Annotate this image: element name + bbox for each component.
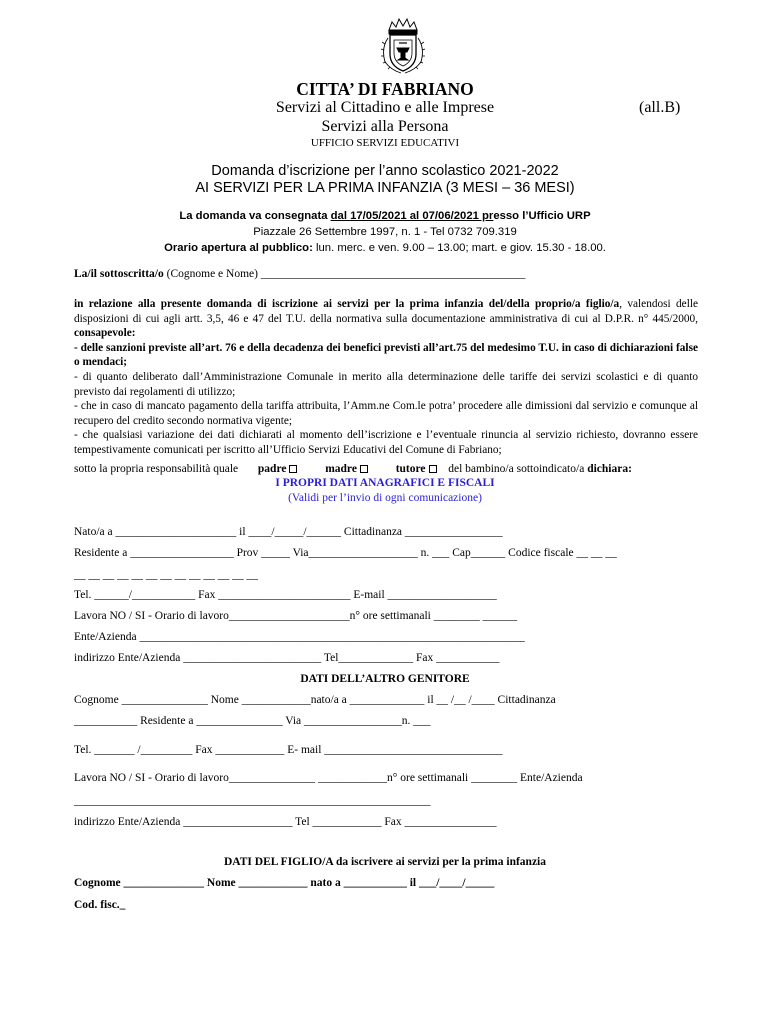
document-title-line2: AI SERVIZI PER LA PRIMA INFANZIA (3 MESI – 36 MESI) [195,180,575,196]
role-tutore-label: tutore [395,463,426,475]
other-parent-work-field[interactable]: Lavora NO / SI - Orario di lavoro_______________ ____________n° ore settimanali ________ Ente/Azienda [74,772,583,784]
other-parent-residence-field[interactable]: ___________ Residente a _______________ Via _________________n. ___ [74,715,431,727]
office-title: UFFICIO SERVIZI EDUCATIVI [310,137,460,149]
company-address-field[interactable]: indirizzo Ente/Azienda ________________________ Tel_____________ Fax ___________ [74,652,500,664]
birth-field[interactable]: Nato/a a _____________________ il ____/_____/______ Cittadinanza _________________ [74,526,503,538]
declaration-nonpayment: - che in caso di mancato pagamento della tariffa attribuita, l’Amm.ne Com.le potra’ procedere alle dimissioni dal servizio e comunque al recupero del credito secondo normativa vigente; [74,400,698,427]
other-parent-company-address-field[interactable]: indirizzo Ente/Azienda ___________________ Tel ____________ Fax ________________ [74,816,497,828]
declaration-tariffs: - di quanto deliberato dall’Amministrazione Comunale in merito alla determinazione delle tariffe dei servizi scolastici e di quanto previsto dai regolamenti di utilizzo; [74,370,698,398]
document-title-line1: Domanda d’iscrizione per l’anno scolastico 2021-2022 [211,163,559,179]
department-title: Servizi al Cittadino e alle Imprese [275,99,495,116]
other-parent-company-field[interactable]: ______________________________________________________________ [74,795,431,807]
declaration-intro-bold: in relazione alla presente domanda di iscrizione ai servizi per la prima infanzia del/della proprio/a figlio/a [74,298,620,310]
declaration-sanctions: - delle sanzioni previste all’art. 76 e della decadenza dei benefici previsti all’art.75 del medesimo T.U. in caso di dichiarazioni false o mendaci; [74,341,698,369]
sub-department-title: Servizi alla Persona [321,118,449,135]
contact-field[interactable]: Tel. ______/___________ Fax _______________________ E-mail ___________________ [74,589,497,601]
submission-notice [0,210,770,222]
declaration-intro [74,297,698,341]
child-tax-code-field[interactable]: Cod. fisc._ [74,899,126,911]
work-field[interactable]: Lavora NO / SI - Orario di lavoro_____________________n° ore settimanali ________ ______ [74,610,518,622]
role-selection-line [74,463,632,475]
section-other-parent-title: DATI DELL’ALTRO GENITORE [300,673,470,685]
declaration-text [74,297,698,458]
notice-pre: La domanda va consegnata [179,210,331,222]
residence-field[interactable]: Residente a __________________ Prov _____ Via___________________ n. ___ Cap______ Codice fiscale __ __ __ [74,547,617,559]
role-prefix: sotto la propria responsabilità quale [74,463,239,475]
declaration-changes: - che qualsiasi variazione dei dati dichiarati al momento dell’iscrizione e l’eventuale rinuncia al servizio richiesto, dovranno essere tempestivamente comunicati per iscritto all’Ufficio Servizi Educativi del Comune di Fabriano; [74,429,698,456]
hours-text: lun. merc. e ven. 9.00 – 13.00; mart. e giov. 15.30 - 18.00. [312,242,606,254]
declaration-consapevole: consapevole: [74,327,136,340]
role-madre-label: madre [325,463,357,475]
section-own-data-subtitle: (Validi per l’invio di ogni comunicazione) [288,492,482,504]
section-own-data-title: I PROPRI DATI ANAGRAFICI E FISCALI [275,477,495,489]
declaration-intro-rest: , valendosi delle disposizioni di cui agli artt. 3,5, 46 e 47 del T.U. della normativa sulla documentazione amministrativa di cui al D.P.R. n° 445/2000, [74,298,698,325]
other-parent-name-field[interactable]: Cognome _______________ Nome ____________nato/a a _____________ il __ /__ /____ Cittadinanza [74,694,556,706]
hours-label: Orario apertura al pubblico: [164,242,313,254]
city-crest-logo [375,16,431,76]
padre-checkbox[interactable] [289,465,297,473]
undersigned-label: La/il sottoscritta/o [74,268,164,280]
role-suffix: del bambino/a sottoindicato/a [448,463,585,475]
child-name-field[interactable]: Cognome ______________ Nome ____________ nato a ___________ il ___/____/_____ [74,877,495,889]
other-parent-contact-field[interactable]: Tel. _______ /_________ Fax ____________ E- mail _______________________________ [74,744,503,756]
office-address: Piazzale 26 Settembre 1997, n. 1 - Tel 0732 709.319 [253,226,517,238]
section-child-title: DATI DEL FIGLIO/A da iscrivere ai servizi per la prima infanzia [224,856,546,868]
city-title: CITTA’ DI FABRIANO [296,79,474,99]
notice-dates: dal 17/05/2021 al 07/06/2021 pr [330,210,494,222]
madre-checkbox[interactable] [360,465,368,473]
tax-code-field[interactable]: __ __ __ __ __ __ __ __ __ __ __ __ __ [74,569,258,581]
role-padre-label: padre [257,463,287,475]
tutore-checkbox[interactable] [429,465,437,473]
notice-post: esso l’Ufficio URP [493,210,591,222]
opening-hours [0,242,770,254]
attachment-label: (all.B) [639,99,681,116]
role-dichiara: dichiara: [587,463,632,475]
company-field[interactable]: Ente/Azienda ___________________________________________________________________ [74,631,525,643]
undersigned-line [74,268,525,280]
undersigned-field: (Cognome e Nome) ______________________________________________ [163,268,526,280]
